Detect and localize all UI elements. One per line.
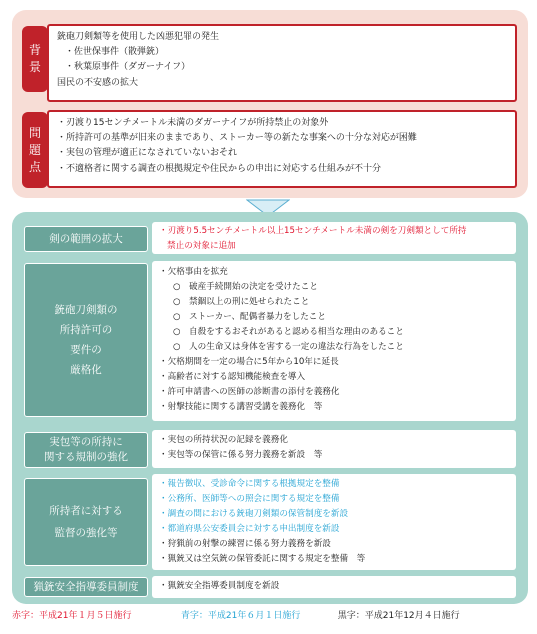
- permit-sub-text: 人の生命又は身体を害する一定の違法な行為をしたこと: [189, 342, 404, 352]
- ammo-label-line: 関する規制の強化: [44, 451, 128, 463]
- permit-head-line: ・欠格事由を拡充: [159, 267, 228, 277]
- ammo-label-line: 実包等の所持に: [49, 436, 123, 448]
- sword-scope-label: [24, 226, 148, 252]
- permit-tail-line: ・射撃技能に関する講習受講を義務化 等: [159, 402, 323, 412]
- legend-blue: 青字：平成21年６月１日施行: [180, 611, 301, 621]
- permit-sub-text: ストーカー、配偶者暴力をしたこと: [189, 312, 326, 322]
- supervision-line: ・都道府県公安委員会に対する申出制度を新設: [159, 524, 340, 534]
- instructor-system-box: [152, 576, 516, 598]
- problem-line: ・実包の管理が適正になされていないおそれ: [57, 148, 238, 159]
- sword-scope-label-text: 剣の範囲の拡大: [49, 233, 123, 245]
- supervision-label-line: 所持者に対する: [49, 505, 123, 517]
- problem-line: ・所持許可の基準が旧来のままであり、ストーカー等の新たな事案への十分な対応が困難: [57, 133, 417, 144]
- owner-supervision-box: [152, 474, 516, 570]
- instructor-line: ・猟銃安全指導委員制度を新設: [159, 581, 280, 591]
- permit-sub-item: [159, 340, 509, 355]
- background-line: 国民の不安感の拡大: [57, 77, 139, 88]
- permit-tail-line: ・許可申請書への医師の診断書の添付を義務化: [159, 387, 340, 397]
- permit-requirements-label: [24, 263, 148, 417]
- supervision-line: ・報告徴収、受診命令に関する根拠規定を整備: [159, 479, 340, 489]
- permit-sub-text: 破産手続開始の決定を受けたこと: [189, 282, 318, 292]
- circle-bullet-icon: ○: [173, 312, 181, 322]
- ammo-line: ・実包の所持状況の記録を義務化: [159, 435, 288, 445]
- sword-scope-box: [152, 222, 516, 254]
- supervision-label-line: 監督の強化等: [54, 527, 118, 539]
- supervision-line: ・調査の間における銃砲刀剣類の保管制度を新設: [159, 509, 349, 519]
- circle-bullet-icon: ○: [173, 282, 181, 292]
- background-line: ・佐世保事件（散弾銃）: [65, 47, 165, 58]
- circle-bullet-icon: ○: [173, 342, 181, 352]
- background-label-text: 背 景: [28, 43, 41, 74]
- problems-label: [22, 112, 48, 188]
- circle-bullet-icon: ○: [173, 297, 181, 307]
- legend-red: 赤字：平成21年１月５日施行: [12, 611, 132, 621]
- problems-label-text: 問 題 点: [28, 125, 41, 174]
- background-line: 銃砲刀剣類等を使用した凶悪犯罪の発生: [57, 32, 220, 42]
- permit-label-line: 要件の: [70, 344, 102, 356]
- permit-sub-item: [159, 325, 509, 340]
- permit-sub-text: 自殺をするおそれがあると認める相当な理由のあること: [189, 327, 404, 337]
- background-box: [47, 24, 517, 102]
- permit-requirements-box: [152, 261, 516, 421]
- problem-line: ・不適格者に関する調査の根拠規定や住民からの申出に対応する仕組みが不十分: [57, 163, 382, 174]
- sword-scope-line: 禁止の対象に追加: [167, 241, 236, 251]
- permit-sub-text: 禁錮以上の刑に処せられたこと: [189, 297, 310, 307]
- ammo-line: ・実包等の保管に係る努力義務を新設 等: [159, 450, 323, 460]
- supervision-line: ・公務所、医師等への照会に関する規定を整備: [159, 494, 340, 504]
- owner-supervision-label: [24, 478, 148, 566]
- instructor-label-text: 猟銃安全指導委員制度: [33, 581, 139, 593]
- permit-label-line: 銃砲刀剣類の: [54, 304, 118, 316]
- permit-sub-item: [159, 310, 509, 325]
- problems-box: [47, 110, 517, 188]
- permit-sub-item: [159, 295, 509, 310]
- sword-scope-line: ・刃渡り5.5センチメートル以上15センチメートル未満の剣を刀剣類として所持: [159, 226, 467, 236]
- permit-label-line: 所持許可の: [59, 324, 113, 336]
- permit-label-line: 厳格化: [70, 364, 102, 376]
- permit-tail-line: ・欠格期間を一定の場合に5年から10年に延長: [159, 357, 339, 367]
- permit-tail-line: ・高齢者に対する認知機能検査を導入: [159, 372, 306, 382]
- supervision-line: ・猟銃又は空気銃の保管委託に関する規定を整備 等: [159, 554, 366, 564]
- legend-black: 黒字：平成21年12月４日施行: [337, 611, 460, 621]
- circle-bullet-icon: ○: [173, 327, 181, 337]
- problem-line: ・刃渡り15センチメートル未満のダガーナイフが所持禁止の対象外: [57, 118, 329, 128]
- background-label: [22, 26, 48, 92]
- background-line: ・秋葉原事件（ダガーナイフ）: [65, 62, 191, 73]
- ammo-regulation-box: [152, 430, 516, 468]
- ammo-regulation-label: [24, 432, 148, 468]
- instructor-system-label: [24, 577, 148, 597]
- permit-sub-item: [159, 280, 509, 295]
- supervision-line: ・狩猟前の射撃の練習に係る努力義務を新設: [159, 539, 331, 549]
- legend: [12, 608, 532, 624]
